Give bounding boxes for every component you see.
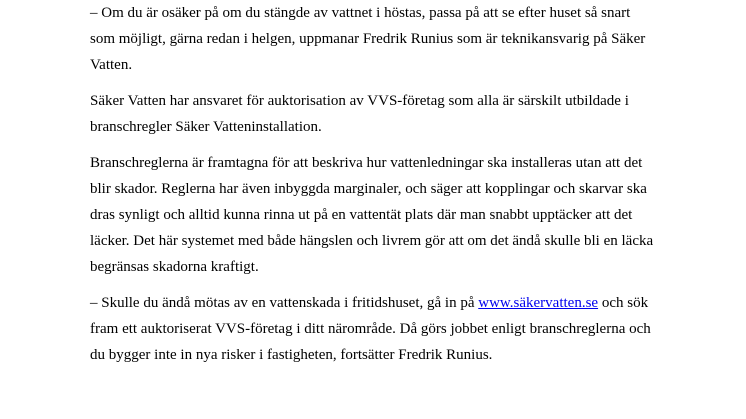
text-line-with-link xyxy=(90,290,670,316)
document-body xyxy=(90,0,670,378)
text-line: Säker Vatten har ansvaret för auktorisation av VVS-företag som alla är särskilt utbildade i xyxy=(90,93,629,109)
website-link[interactable]: www.säkervatten.se xyxy=(478,295,599,311)
text-line: som möjligt, gärna redan i helgen, uppmanar Fredrik Runius som är teknikansvarig på Säker xyxy=(90,31,646,47)
text-line: dras synligt och alltid kunna rinna ut på en vattentät plats där man snabbt upptäcker att det xyxy=(90,207,633,223)
paragraph-4 xyxy=(90,290,670,368)
paragraph-1 xyxy=(90,0,670,78)
text-line: läcker. Det här systemet med både hängslen och livrem gör att om det ändå skulle bli en läcka xyxy=(90,233,654,249)
text-line: begränsas skadorna kraftigt. xyxy=(90,259,259,275)
text-line: blir skador. Reglerna har även inbyggda marginaler, och säger att kopplingar och skarvar ska xyxy=(90,181,647,197)
text-line: du bygger inte in nya risker i fastigheten, fortsätter Fredrik Runius. xyxy=(90,347,493,363)
text-line: – Om du är osäker på om du stängde av vattnet i höstas, passa på att se efter huset så snart xyxy=(90,5,631,21)
text-line: fram ett auktoriserat VVS-företag i ditt närområde. Då görs jobbet enligt branschreglerna och xyxy=(90,321,651,337)
text-line: Vatten. xyxy=(90,57,133,73)
text-segment: och sök xyxy=(598,295,649,311)
paragraph-3 xyxy=(90,150,670,280)
text-segment: – Skulle du ändå mötas av en vattenskada i fritidshuset, gå in på xyxy=(90,295,479,311)
text-line: Branschreglerna är framtagna för att beskriva hur vattenledningar ska installeras utan att det xyxy=(90,155,643,171)
text-line: branschregler Säker Vatteninstallation. xyxy=(90,119,322,135)
paragraph-2 xyxy=(90,88,670,140)
